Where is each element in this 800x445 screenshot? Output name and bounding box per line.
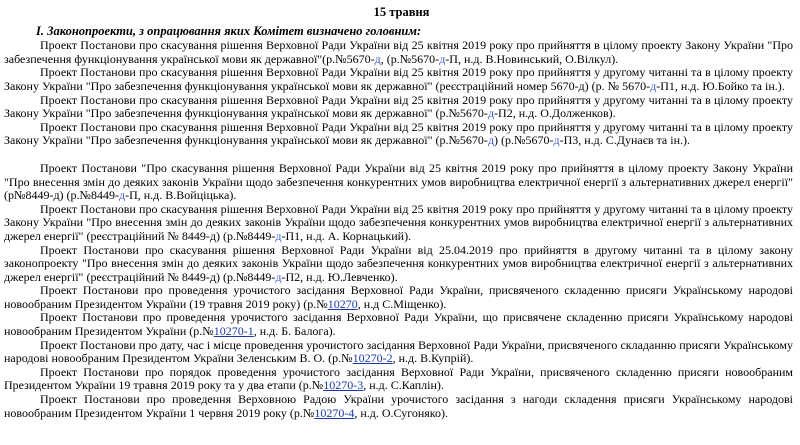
resolution-paragraph bbox=[4, 203, 793, 244]
registration-link[interactable]: 10270-2 bbox=[352, 351, 393, 366]
registration-link[interactable]: 10270-1 bbox=[213, 324, 254, 339]
paragraph-text: -П, н.д. В.Войціцька). bbox=[125, 188, 237, 203]
resolution-paragraph bbox=[4, 39, 793, 66]
paragraph-text: Проект Постанови про скасування рішення Верховної Ради України від 25 квітня 2019 року про прийняття у другому читанні та в цілому проекту Закону України "Про забезпечення функціонування української мови як державної" (р.№5670- bbox=[4, 119, 793, 148]
paragraph-text: , н.д. С.Каплін). bbox=[363, 378, 444, 393]
highlighted-letter: д bbox=[439, 51, 446, 66]
paragraph-text: ) (р.№5670- bbox=[494, 133, 554, 148]
paragraph-text: , (р.№5670- bbox=[380, 51, 440, 66]
registration-link[interactable]: 10270 bbox=[327, 296, 358, 311]
paragraph-text: Проект Постанови про скасування рішення Верховної Ради України від 25 квітня 2019 року про прийняття у другому читанні та в цілому проекту Закону України "Про внесення змін до деяких законів України щодо забезпечення конкурентних умов виробництва електричної енергії з альтернативних джерел енергії" (реєстраційний № 8449-д) (р.№8449- bbox=[4, 201, 793, 243]
resolution-paragraph bbox=[4, 162, 793, 203]
paragraph-text: -П1, н.д. А. Корнацький). bbox=[281, 228, 412, 243]
registration-link[interactable]: 10270-4 bbox=[314, 405, 355, 420]
highlighted-letter: д bbox=[553, 133, 560, 148]
paragraph-text: -П2, н.д. О.Долженков). bbox=[494, 106, 616, 121]
paragraph-text: Проект Постанови про скасування рішення Верховної Ради України від 25 квітня 2019 року про прийняття в цілому проекту Закону України "Про забезпечення функціонування української мови як державної"(р.№5670- bbox=[4, 38, 793, 66]
resolution-paragraph bbox=[4, 339, 793, 366]
document-page bbox=[4, 2, 793, 420]
document-date: 15 травня bbox=[373, 5, 430, 19]
document-body bbox=[4, 39, 793, 420]
resolution-paragraph bbox=[4, 66, 793, 93]
section-title: І. Законопроекти, з опрацювання яких Комітет визначено головним: bbox=[36, 23, 422, 38]
paragraph-text: Проект Постанови про дату, час і місце проведення урочистого засідання Верховної Ради України, присвяченого складанню присяги Українському народові новообраним Президентом України Зеленським В. О. (р.№ bbox=[4, 337, 793, 366]
resolution-paragraph bbox=[4, 284, 793, 311]
paragraph-text: Проект Постанови про порядок проведення урочистого засідання Верховної Ради України, присвяченого складенню присяги новообраним Президентом України 19 травня 2019 року та у два етапи (р.№ bbox=[4, 364, 793, 393]
paragraph-text: Проект Постанови про скасування рішення Верховної Ради України від 25 квітня 2019 року про прийняття у другому читанні та в цілому проекту Закону України "Про забезпечення функціонування української мови як державної" (р.№5670- bbox=[4, 92, 793, 121]
highlighted-letter: д bbox=[374, 51, 381, 66]
highlighted-letter: д bbox=[275, 269, 282, 284]
paragraph-text: , н.д. Б. Балога). bbox=[253, 324, 336, 339]
paragraph-text: -П2, н.д. Ю.Левченко). bbox=[281, 269, 398, 284]
paragraph-text: -П3, н.д. С.Дунаєв та ін.). bbox=[559, 133, 691, 148]
paragraph-text: Проект Постанови про проведення урочистого засідання Верховної Ради України, що присвячене складенню присяги Українському народові новообраним Президентом України (р.№ bbox=[4, 310, 793, 339]
paragraph-text: , н.д. В.Купрій). bbox=[392, 351, 474, 366]
registration-link[interactable]: 10270-3 bbox=[323, 378, 364, 393]
paragraph-text: Проект Постанови про скасування рішення Верховної Ради України від 25.04.2019 про прийняття в другому читанні та в цілому закону законопроекту "Про внесення змін до деяких законів України щодо забезпечення конкурентних умов виробництва електричної енергії з альтернативних джерел енергії" (реєстраційний № 8449-д) (р.№8449- bbox=[4, 242, 793, 284]
paragraph-text: Проект Постанови про проведення Верховною Радою України урочистого засідання з нагоди складення присяги Українському народові новообраним Президентом України 1 червня 2019 року (р.№ bbox=[4, 392, 793, 420]
paragraph-text: Проект Постанови про проведення урочистого засідання Верховної Ради України, присвяченого складенню присяги Українському народові новообраним Президентом України (19 травня 2019 року) (р.№ bbox=[4, 283, 793, 311]
highlighted-letter: д bbox=[650, 78, 657, 93]
paragraph-text: Проект Постанови про скасування рішення Верховної Ради України від 25 квітня 2019 року про прийняття у другому читанні та в цілому проекту Закону України "Про забезпечення функціонування української мови як державної" (реєстраційний номер 5670-д) (р. № 5670- bbox=[4, 65, 793, 93]
resolution-paragraph bbox=[4, 244, 793, 285]
highlighted-letter: д bbox=[118, 188, 126, 203]
paragraph-gap bbox=[4, 148, 793, 162]
resolution-paragraph bbox=[4, 366, 793, 393]
paragraph-text: Проект Постанови "Про скасування рішення Верховної Ради України від 25 квітня 2019 року про прийняття в цілому проекту Закону України "Про внесення змін до деяких законів України щодо забезпечення конкурентних умов виробництва електричної енергії з альтернативних джерел енергії" (р№8449-д) (р.№8449- bbox=[4, 160, 793, 203]
resolution-paragraph bbox=[4, 393, 793, 420]
paragraph-text: -П1, н.д. Ю.Бойко та ін.). bbox=[656, 78, 785, 93]
resolution-paragraph bbox=[4, 121, 793, 148]
resolution-paragraph bbox=[4, 311, 793, 338]
highlighted-letter: д bbox=[487, 106, 495, 121]
paragraph-text: , н.д С.Міщенко). bbox=[357, 296, 447, 311]
paragraph-text: , н.д. О.Сугоняко). bbox=[354, 405, 449, 420]
highlighted-letter: д bbox=[487, 133, 495, 148]
resolution-paragraph bbox=[4, 94, 793, 121]
paragraph-text: -П, н.д. В.Новинський, О.Вілкул). bbox=[445, 51, 619, 66]
highlighted-letter: д bbox=[275, 228, 282, 243]
